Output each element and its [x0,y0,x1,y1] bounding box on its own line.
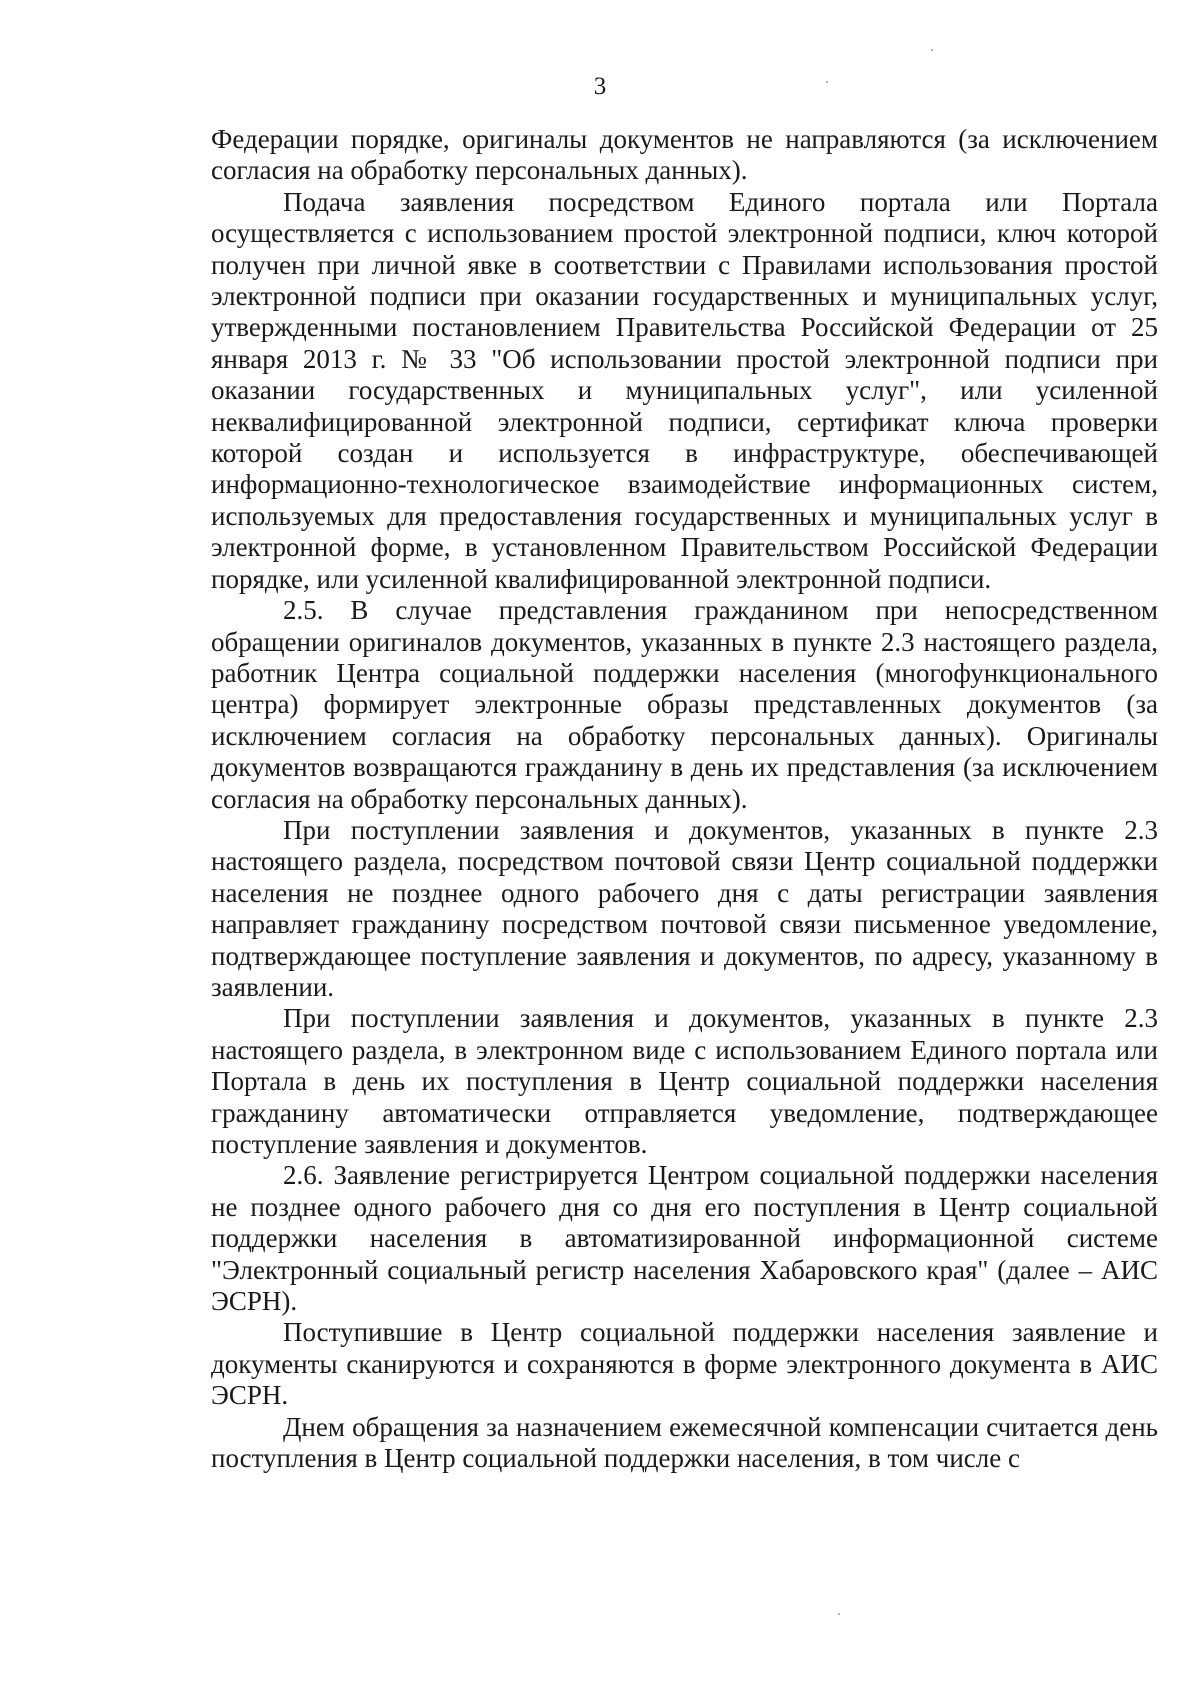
scan-speck [931,49,933,51]
paragraph-electronic-signature: Подача заявления посредством Единого портала или Портала осуществляется с использованием простой электронной подписи, ключ которой получен при личной явке в соответствии с Правилами использования простой электронной подписи при оказании государственных и муниципальных услуг, утвержденными постановлением Правительства Российской Федерации от 25 января 2013 г. № 33 "Об использовании простой электронной подписи при оказании государственных и муниципальных услуг", или усиленной неквалифицированной электронной подписи, сертификат ключа проверки которой создан и используется в инфраструктуре, обеспечивающей информационно-технологическое взаимодействие информационных систем, используемых для предоставления государственных и муниципальных услуг в электронной форме, в установленном Правительством Российской Федерации порядке, или усиленной квалифицированной электронной подписи. [211,186,1158,594]
paragraph-scanning: Поступившие в Центр социальной поддержки населения заявление и документы сканируются и сохраняются в форме электронного документа в АИС ЭСРН. [211,1317,1158,1411]
paragraph-2-6: 2.6. Заявление регистрируется Центром социальной поддержки населения не позднее одного рабочего дня со дня его поступления в Центр социальной поддержки населения в автоматизированной информационной системе "Электронный социальный регистр населения Хабаровского края" (далее – АИС ЭСРН). [211,1160,1158,1317]
document-body [211,124,1158,1474]
scan-speck [838,1613,840,1615]
paragraph-application-date: Днем обращения за назначением ежемесячной компенсации считается день поступления в Центр социальной поддержки населения, в том числе с [211,1411,1158,1474]
page-number: 3 [593,73,607,100]
paragraph-postal-receipt: При поступлении заявления и документов, указанных в пункте 2.3 настоящего раздела, посредством почтовой связи Центр социальной поддержки населения не позднее одного рабочего дня с даты регистрации заявления направляет гражданину посредством почтовой связи письменное уведомление, подтверждающее поступление заявления и документов, по адресу, указанному в заявлении. [211,814,1158,1002]
scan-speck [826,81,828,83]
paragraph-electronic-receipt: При поступлении заявления и документов, указанных в пункте 2.3 настоящего раздела, в электронном виде с использованием Единого портала или Портала в день их поступления в Центр социальной поддержки населения гражданину автоматически отправляется уведомление, подтверждающее поступление заявления и документов. [211,1003,1158,1159]
paragraph-continuation: Федерации порядке, оригиналы документов не направляются (за исключением согласия на обработку персональных данных). [211,124,1158,186]
paragraph-2-5: 2.5. В случае представления гражданином при непосредственном обращении оригиналов документов, указанных в пункте 2.3 настоящего раздела, работник Центра социальной поддержки населения (многофункционального центра) формирует электронные образы представленных документов (за исключением согласия на обработку персональных данных). Оригиналы документов возвращаются гражданину в день их представления (за исключением согласия на обработку персональных данных). [211,595,1158,814]
